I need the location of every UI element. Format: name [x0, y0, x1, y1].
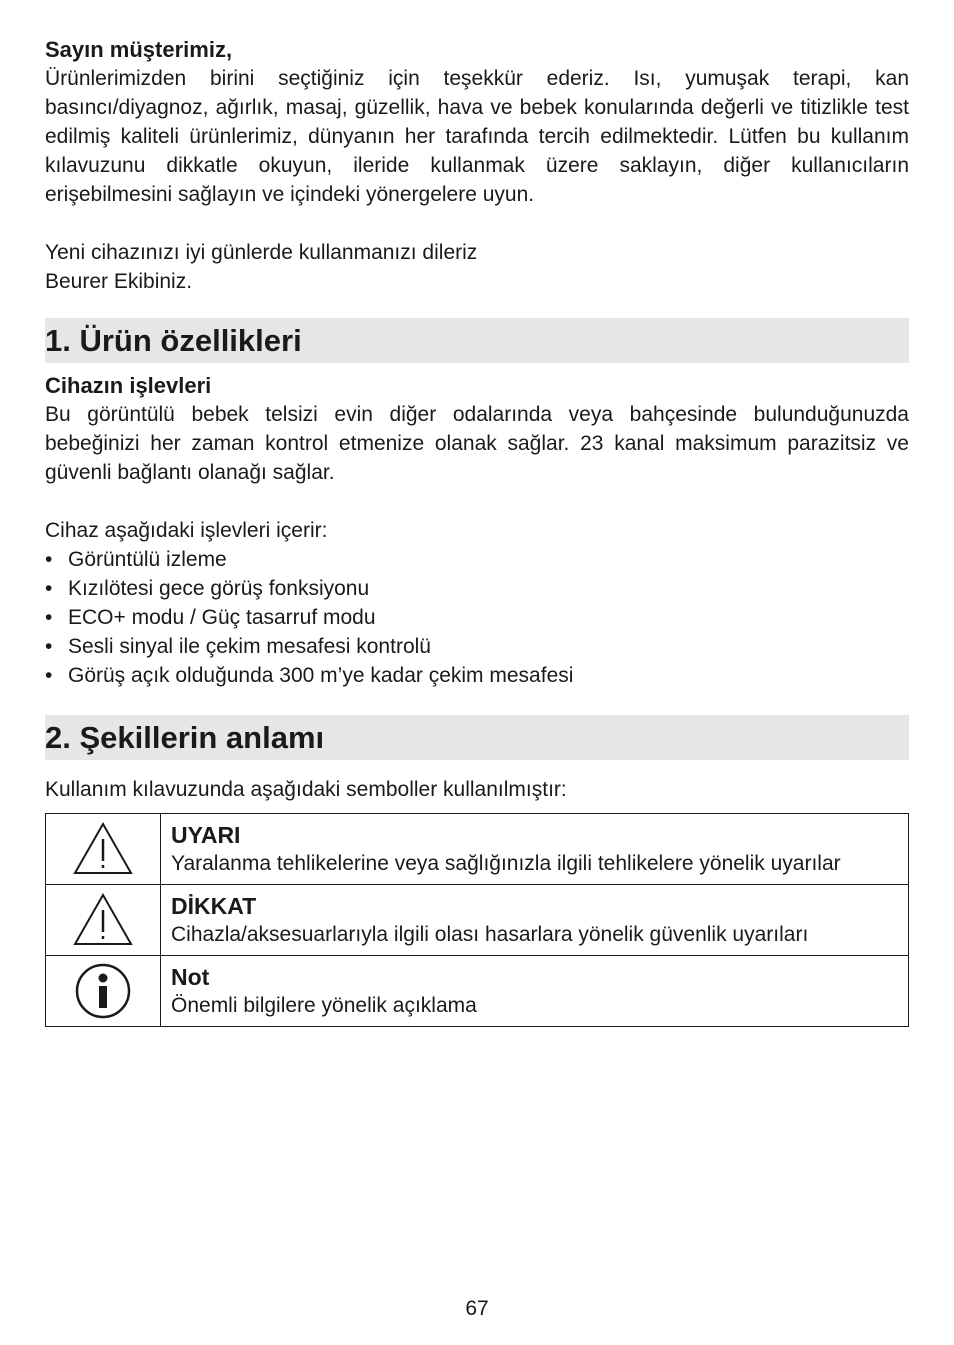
section-2-heading: 2. Şekillerin anlamı [45, 715, 909, 760]
symbol-description: Cihazla/aksesuarlarıyla ilgili olası hasarlara yönelik güvenlik uyarıları [171, 923, 809, 946]
info-icon [74, 962, 132, 1020]
greeting-title: Sayın müşterimiz, [45, 37, 233, 62]
list-item [45, 632, 909, 661]
symbol-title: UYARI [171, 822, 241, 848]
table-row [46, 956, 909, 1027]
bullet-icon: • [45, 577, 53, 600]
caution-triangle-icon [72, 892, 134, 948]
feature-text: ECO+ modu / Güç tasarruf modu [68, 606, 376, 629]
features-intro: Cihaz aşağıdaki işlevleri içerir: [45, 519, 328, 542]
page-number: 67 [465, 1297, 489, 1320]
bullet-icon: • [45, 635, 53, 658]
symbol-icon-cell [46, 885, 161, 956]
section-1-subheading: Cihazın işlevleri [45, 373, 212, 398]
symbols-intro: Kullanım kılavuzunda aşağıdaki semboller kullanılmıştır: [45, 778, 567, 801]
symbol-text-cell [161, 956, 909, 1027]
symbol-title: Not [171, 964, 210, 990]
list-item [45, 574, 909, 603]
list-item [45, 661, 909, 690]
symbol-icon-cell [46, 956, 161, 1027]
list-item [45, 603, 909, 632]
feature-text: Kızılötesi gece görüş fonksiyonu [68, 577, 370, 600]
symbol-description: Yaralanma tehlikelerine veya sağlığınızla ilgili tehlikelere yönelik uyarılar [171, 852, 841, 875]
closing-line-1: Yeni cihazınızı iyi günlerde kullanmanızı dileriz [45, 241, 478, 264]
symbol-text-cell [161, 885, 909, 956]
closing-line-2: Beurer Ekibiniz. [45, 270, 193, 293]
warning-triangle-icon [72, 821, 134, 877]
table-row [46, 885, 909, 956]
manual-page [45, 36, 909, 1027]
feature-text: Sesli sinyal ile çekim mesafesi kontrolü [68, 635, 431, 658]
symbol-icon-cell [46, 814, 161, 885]
section-1-heading: 1. Ürün özellikleri [45, 318, 909, 363]
symbol-text-cell [161, 814, 909, 885]
table-row [46, 814, 909, 885]
bullet-icon: • [45, 548, 53, 571]
feature-text: Görüntülü izleme [68, 548, 227, 571]
symbols-table [45, 813, 909, 1027]
symbol-title: DİKKAT [171, 893, 257, 919]
section-1-body: Bu görüntülü bebek telsizi evin diğer odalarında veya bahçesinde bulunduğunuzda bebeğinizi her zaman kontrol etmenize olanak sağlar. 23 kanal maksimum parazitsiz ve güvenli bağlantı olanağı sağlar. [45, 403, 909, 484]
feature-text: Görüş açık olduğunda 300 m’ye kadar çekim mesafesi [68, 664, 574, 687]
bullet-icon: • [45, 606, 53, 629]
bullet-icon: • [45, 664, 53, 687]
list-item [45, 545, 909, 574]
features-list [45, 545, 909, 690]
greeting-body: Ürünlerimizden birini seçtiğiniz için teşekkür ederiz. Isı, yumuşak terapi, kan basıncı/diyagnoz, ağırlık, masaj, güzellik, hava ve bebek konularında değerli ve titizlikle test edilmiş kaliteli ürünlerimiz, dünyanın her tarafında tercih edilmektedir. Lütfen bu kullanım kılavuzunu dikkatle okuyun, ileride kullanmak üzere saklayın, diğer kullanıcıların erişebilmesini sağlayın ve içindeki yönergelere uyun. [45, 67, 909, 206]
symbol-description: Önemli bilgilere yönelik açıklama [171, 994, 477, 1017]
